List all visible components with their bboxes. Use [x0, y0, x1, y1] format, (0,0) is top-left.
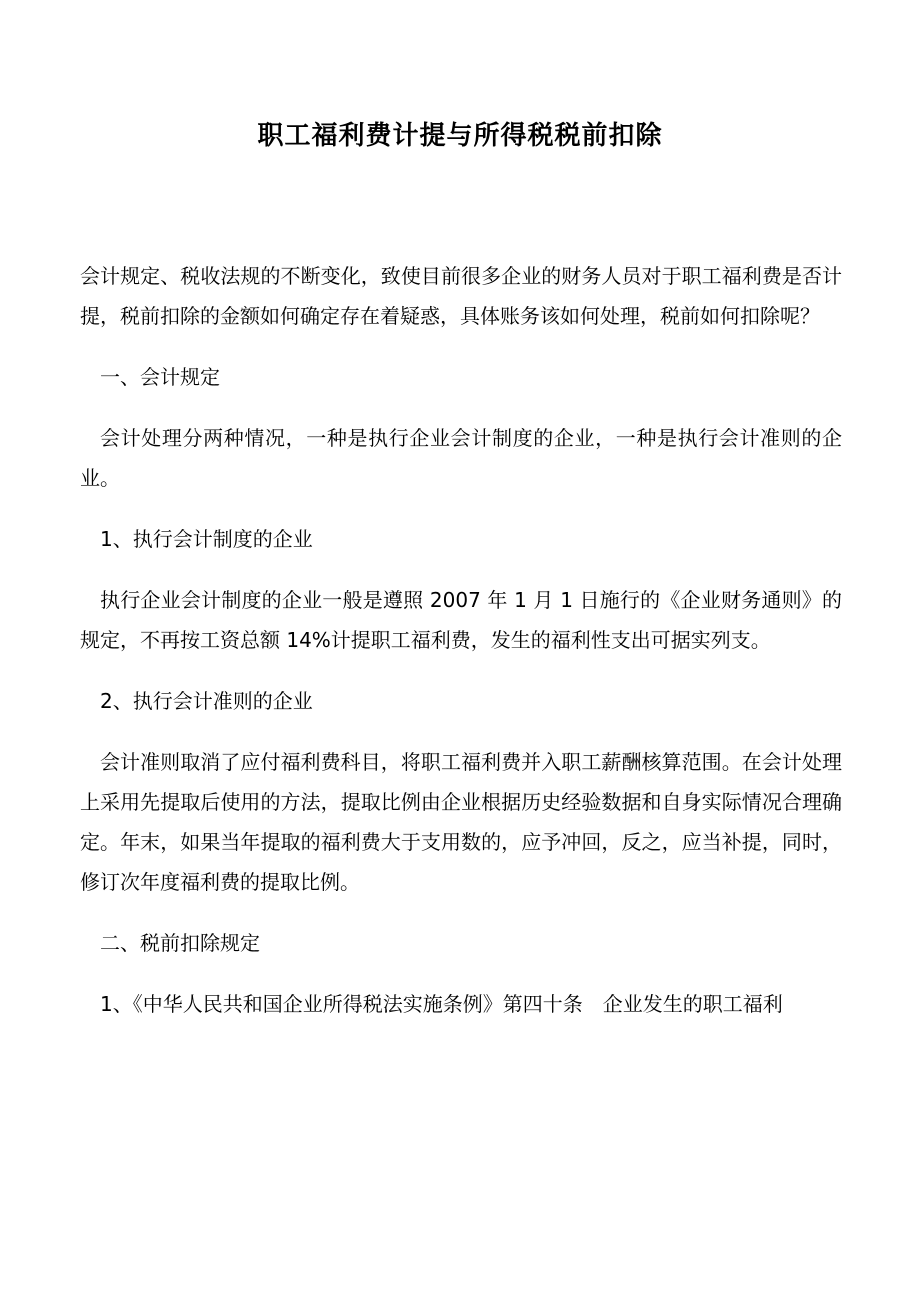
section-heading-accounting: 一、会计规定: [100, 365, 220, 389]
document-body: [80, 256, 842, 1045]
page-title: 职工福利费计提与所得税税前扣除: [257, 121, 663, 151]
section-heading-tax: 二、税前扣除规定: [100, 931, 260, 955]
intro-paragraph: 会计规定、税收法规的不断变化，致使目前很多企业的财务人员对于职工福利费是否计提，税前扣除的金额如何确定存在着疑惑，具体账务该如何处理，税前如何扣除呢？: [80, 264, 842, 328]
standards-paragraph: 会计准则取消了应付福利费科目，将职工福利费并入职工薪酬核算范围。在会计处理上采用先提取后使用的方法，提取比例由企业根据历史经验数据和自身实际情况合理确定。年末，如果当年提取的福利费大于支用数的，应予冲回，反之，应当补提，同时，修订次年度福利费的提取比例。: [80, 750, 842, 894]
subsection-heading-system: 1、执行会计制度的企业: [100, 527, 313, 551]
subsection-heading-standards: 2、执行会计准则的企业: [100, 689, 313, 713]
accounting-overview-paragraph: 会计处理分两种情况，一种是执行企业会计制度的企业，一种是执行会计准则的企业。: [80, 426, 842, 490]
tax-paragraph: 1、《中华人民共和国企业所得税法实施条例》第四十条 企业发生的职工福利: [100, 992, 783, 1016]
system-paragraph: 执行企业会计制度的企业一般是遵照 2007 年 1 月 1 日施行的《企业财务通则》的规定，不再按工资总额 14%计提职工福利费，发生的福利性支出可据实列支。: [80, 588, 842, 652]
